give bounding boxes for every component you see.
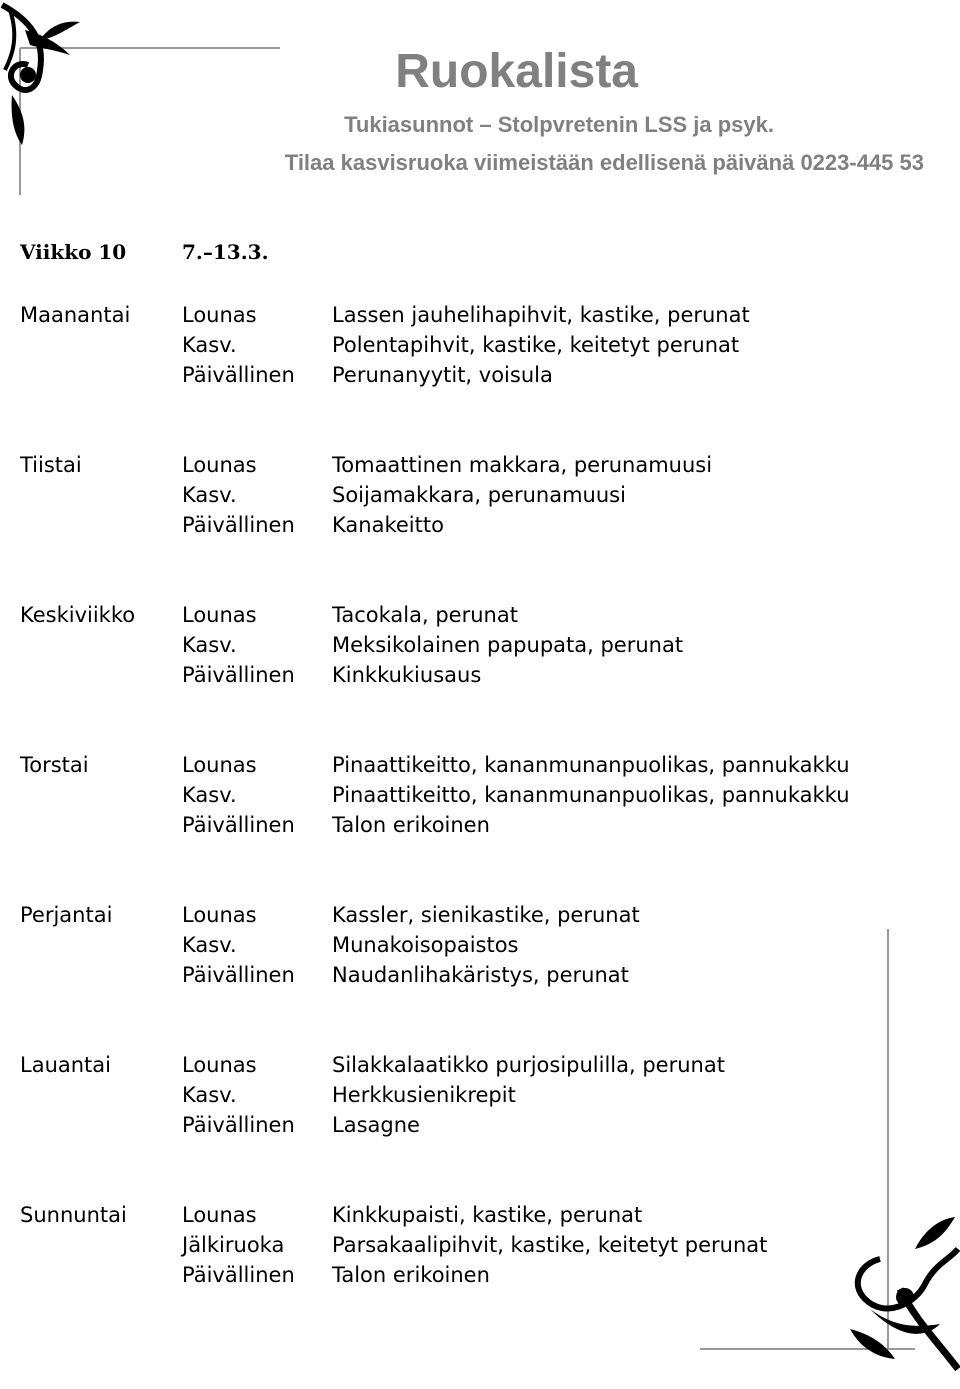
meal-row [20, 480, 950, 510]
day-name: Perjantai [20, 903, 113, 927]
day-monday [20, 300, 950, 450]
meal-type: Kasv. [182, 633, 237, 657]
day-name: Tiistai [20, 453, 82, 477]
meal-dish: Herkkusienikrepit [332, 1083, 516, 1107]
meal-type: Lounas [182, 1053, 257, 1077]
meal-dish: Tacokala, perunat [332, 603, 518, 627]
meal-type: Lounas [182, 903, 257, 927]
meal-dish: Naudanlihakäristys, perunat [332, 963, 629, 987]
meal-row [20, 660, 950, 690]
meal-row [20, 450, 950, 480]
meal-type: Lounas [182, 453, 257, 477]
meal-type: Päivällinen [182, 363, 295, 387]
meal-type: Päivällinen [182, 813, 295, 837]
title-block [0, 42, 960, 102]
day-name: Lauantai [20, 1053, 111, 1077]
meal-row [20, 1080, 950, 1110]
meal-type: Kasv. [182, 1083, 237, 1107]
page-subtitle: Tukiasunnot – Stolpvretenin LSS ja psyk. [344, 112, 774, 137]
meal-dish: Kassler, sienikastike, perunat [332, 903, 640, 927]
meal-row [20, 330, 950, 360]
meal-row [20, 1050, 950, 1080]
meal-row [20, 930, 950, 960]
meal-type: Jälkiruoka [182, 1233, 285, 1257]
meal-row [20, 510, 950, 540]
meal-dish: Meksikolainen papupata, perunat [332, 633, 684, 657]
meal-dish: Lassen jauhelihapihvit, kastike, perunat [332, 303, 750, 327]
meal-type: Kasv. [182, 483, 237, 507]
meal-type: Kasv. [182, 933, 237, 957]
meal-row [20, 750, 950, 780]
meal-dish: Soijamakkara, perunamuusi [332, 483, 626, 507]
meal-row [20, 1200, 950, 1230]
day-name: Maanantai [20, 303, 131, 327]
meal-row [20, 900, 950, 930]
meal-type: Lounas [182, 753, 257, 777]
meal-dish: Silakkalaatikko purjosipulilla, perunat [332, 1053, 725, 1077]
meal-row [20, 960, 950, 990]
meal-dish: Munakoisopaistos [332, 933, 519, 957]
meal-dish: Pinaattikeitto, kananmunanpuolikas, pannukakku [332, 783, 850, 807]
meal-dish: Lasagne [332, 1113, 420, 1137]
day-sunday [20, 1200, 950, 1350]
meal-dish: Talon erikoinen [332, 1263, 490, 1287]
day-wednesday [20, 600, 950, 750]
day-friday [20, 900, 950, 1050]
meal-dish: Kinkkukiusaus [332, 663, 482, 687]
meal-type: Päivällinen [182, 1113, 295, 1137]
meal-type: Päivällinen [182, 663, 295, 687]
meal-dish: Kinkkupaisti, kastike, perunat [332, 1203, 643, 1227]
meal-row [20, 1110, 950, 1140]
meal-type: Päivällinen [182, 1263, 295, 1287]
meal-row [20, 300, 950, 330]
meal-row [20, 1230, 950, 1260]
day-thursday [20, 750, 950, 900]
meal-dish: Polentapihvit, kastike, keitetyt perunat [332, 333, 740, 357]
meal-type: Kasv. [182, 333, 237, 357]
week-label: Viikko 10 [20, 240, 127, 264]
day-saturday [20, 1050, 950, 1200]
week-dates: 7.–13.3. [182, 240, 269, 264]
day-name: Torstai [20, 753, 89, 777]
meal-type: Lounas [182, 1203, 257, 1227]
meal-type: Päivällinen [182, 513, 295, 537]
meal-row [20, 1260, 950, 1290]
week-header [20, 240, 269, 264]
meal-dish: Perunanyytit, voisula [332, 363, 553, 387]
day-name: Keskiviikko [20, 603, 136, 627]
meal-dish: Parsakaalipihvit, kastike, keitetyt perunat [332, 1233, 768, 1257]
meal-dish: Talon erikoinen [332, 813, 490, 837]
day-name: Sunnuntai [20, 1203, 127, 1227]
page-title: Ruokalista [395, 45, 638, 98]
meal-type: Kasv. [182, 783, 237, 807]
meal-type: Lounas [182, 303, 257, 327]
meal-dish: Tomaattinen makkara, perunamuusi [332, 453, 713, 477]
meal-row [20, 810, 950, 840]
order-note: Tilaa kasvisruoka viimeistään edellisenä päivänä 0223-445 53 [284, 150, 924, 175]
meal-row [20, 630, 950, 660]
meal-row [20, 600, 950, 630]
menu-days [20, 300, 950, 1350]
meal-type: Päivällinen [182, 963, 295, 987]
day-tuesday [20, 450, 950, 600]
meal-row [20, 360, 950, 390]
meal-row [20, 780, 950, 810]
meal-dish: Pinaattikeitto, kananmunanpuolikas, pannukakku [332, 753, 850, 777]
meal-type: Lounas [182, 603, 257, 627]
meal-dish: Kanakeitto [332, 513, 444, 537]
